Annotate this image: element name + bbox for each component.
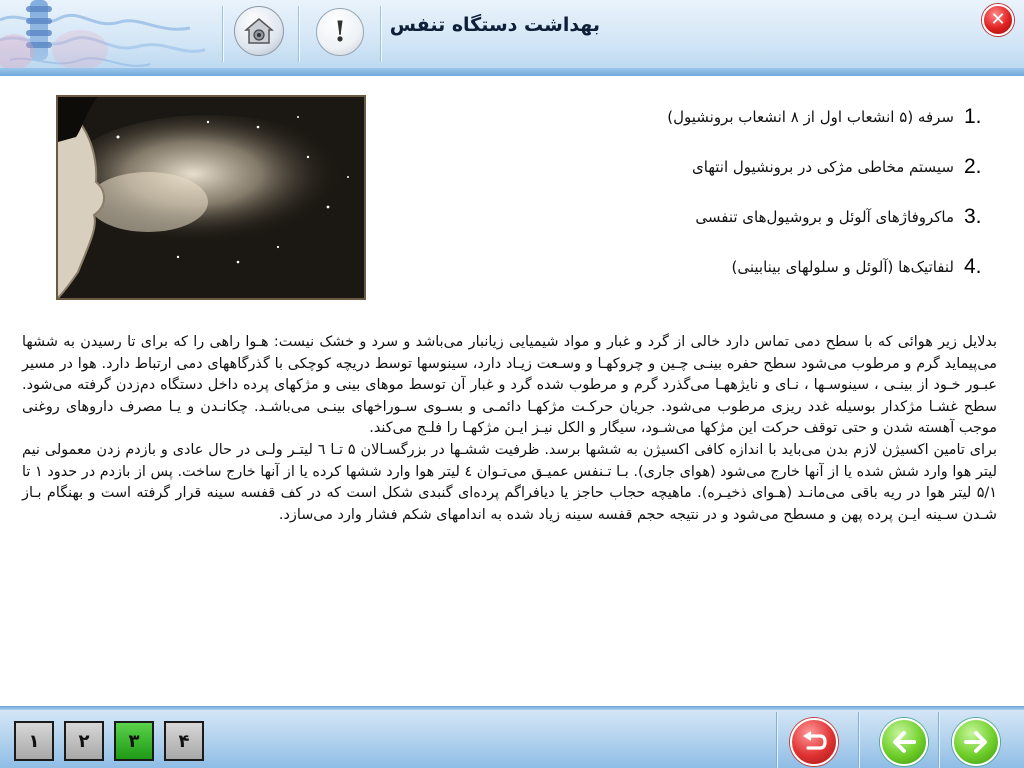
return-button[interactable]: [790, 718, 838, 766]
arrow-right-icon: [961, 727, 991, 757]
footer-divider: [776, 712, 777, 768]
paragraph: برای تامین اکسیژن لازم بدن می‌باید با اندازه کافی اکسیژن به ششها برسد. ظرفیت ششـها در بزرگسـالان ۵ تـا ٦ لیتـر ولـی در حال عادی و بازدم زدن معمولی نیم لیتر هوا وارد شش شده یا از آنها خارج می‌شود (هوای جاری). بـا تـنفس عمیـق می‌تـوان ٤ لیتر هوا وارد ششها کرده یا از آنها خارج ساخت. پس از بازدم در حدود ۱ تا ۵/۱ لیتر هوا در ریه باقی می‌مانـد (هـوای ذخیـره). ماهیچه حجاب حاجز یا دیافراگم پرده‌ای گنبدی شکل است که در کف قفسه سینه قرار گرفته است و بهنگام بـاز شـدن سـینه ایـن پرده پهن و مسطح می‌شود و در نتیجه حجم قفسه سینه زیاد شده به اندامهای شکم فشار وارد می‌سازد.: [22, 441, 997, 523]
home-icon: [244, 16, 274, 46]
previous-page-button[interactable]: [880, 718, 928, 766]
return-icon: [800, 728, 828, 756]
header-divider: [380, 6, 381, 62]
next-page-button[interactable]: [952, 718, 1000, 766]
footer-divider: [858, 712, 859, 768]
footer-divider: [938, 712, 939, 768]
footer-accent-strip: [0, 706, 1024, 710]
list-item: [400, 192, 1000, 242]
list-item: [400, 92, 1000, 142]
list-item-text: سرفه (۵ انشعاب اول از ۸ انشعاب برونشیول): [667, 108, 954, 126]
paragraph: بدلایل زیر هوائی که با سطح دمی تماس دارد خالی از گرد و غبار و مواد شیمیایی زیانبار می‌باشد و سرد و خشک نیست: هـوا راهی را که برای تا رسیدن به ششها می‌پیماید گرم و مرطوب می‌شود سطح حفره بینـی چـین و چروکهـا و وسـعت زیـاد دارد، سینوسها توسط دریچه کوچکی با گذرگاههای دمی ارتباط دارد. هوا در مسیر عبـور خـود از بینـی ، سینوسـها ، نـای و نایژههـا می‌گذرد گرم و مرطوب شده گرد و غبار آن توسط موهای بینی و مژکهای پرده داخل دستگاه دم‌زدن گرفته می‌شود. سطح غشـا مژکدار بوسیله غدد ریزی مرطوب می‌شود. جریان حرکـت مژکهـا دائمـی و بسـوی سـوراخهای بینـی می‌باشـد. چکانـدن و یـا مصرف داروهای روغنی موجب آهسته شدن و حتی توقف حرکت این مژکها می‌شـود، سیگار و الکل نیـز ایـن مژکهـا را فلـج می‌کند.: [22, 334, 997, 437]
page-button-4[interactable]: ۴: [164, 721, 204, 761]
header-divider: [298, 6, 299, 62]
lungs-decoration-icon: [0, 0, 210, 76]
sneeze-illustration: [58, 97, 364, 298]
list-item-number: 1.: [964, 105, 982, 128]
page-title: بهداشت دستگاه تنفس: [389, 14, 600, 36]
close-icon: ✕: [990, 9, 1006, 30]
header-accent-strip: [0, 68, 1024, 76]
header-divider: [222, 6, 223, 62]
info-icon: !: [333, 15, 347, 48]
sneeze-photo: [56, 95, 366, 300]
page-button-2[interactable]: ۲: [64, 721, 104, 761]
list-item-number: 2.: [964, 155, 982, 178]
list-item-number: 4.: [964, 255, 982, 278]
home-button[interactable]: [234, 6, 284, 56]
body-text: [22, 332, 997, 526]
page-button-1[interactable]: ۱: [14, 721, 54, 761]
defense-mechanisms-list: [400, 92, 1000, 292]
list-item-text: ماکروفاژهای آلوئل و بروشیول‌های تنفسی: [695, 208, 954, 226]
page-button-3[interactable]: ۳: [114, 721, 154, 761]
info-button[interactable]: [316, 8, 364, 56]
close-button[interactable]: [982, 4, 1014, 36]
list-item: [400, 142, 1000, 192]
arrow-left-icon: [889, 727, 919, 757]
list-item-number: 3.: [964, 205, 982, 228]
list-item-text: سیستم مخاطی مژکی در برونشیول انتهای: [692, 158, 954, 176]
list-item: [400, 242, 1000, 292]
list-item-text: لنفاتیک‌ها (آلوئل و سلولهای بینابینی): [731, 258, 954, 276]
